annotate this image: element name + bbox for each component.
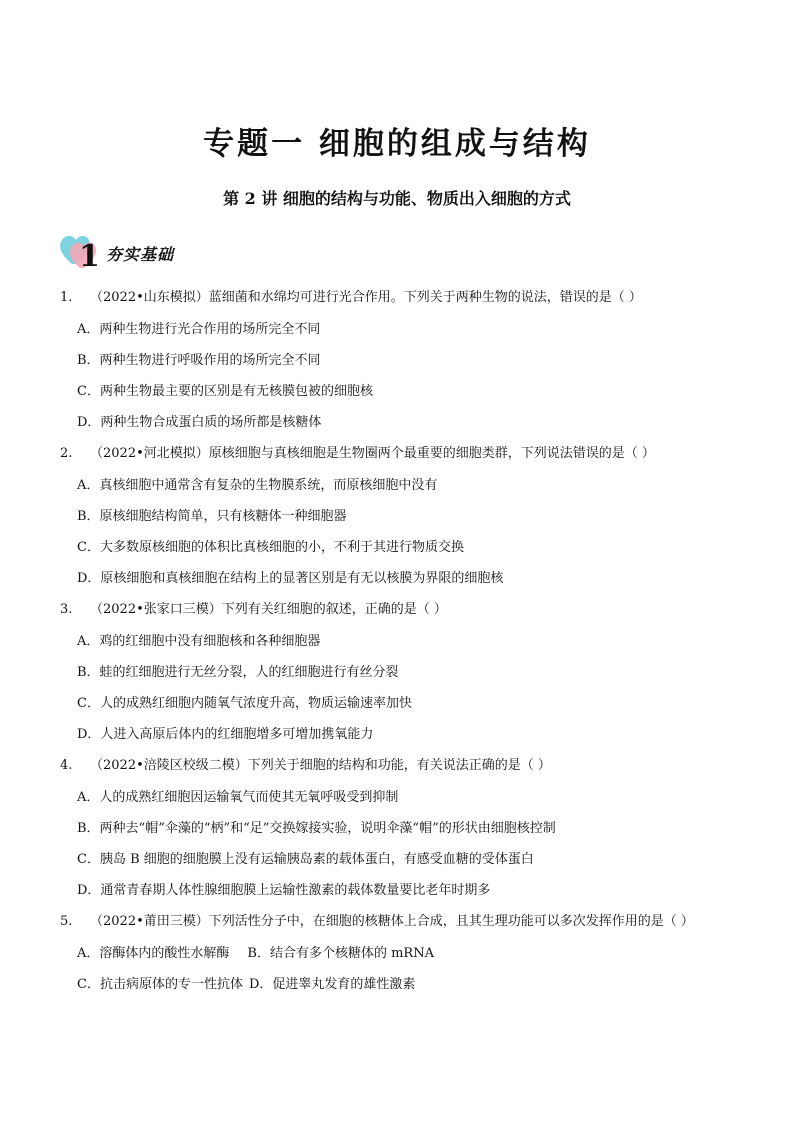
- option-2a: A．真核细胞中通常含有复杂的生物膜系统，而原核细胞中没有: [77, 478, 438, 493]
- question-stem: （2022•莆田三模）下列活性分子中，在细胞的核糖体上合成，且其生理功能可以多次发挥作用的是（ ）: [90, 914, 694, 929]
- option-1d: D．两种生物合成蛋白质的场所都是核糖体: [77, 415, 322, 430]
- option-5a: A．溶酶体内的酸性水解酶: [77, 946, 230, 961]
- option-3b: B．蛙的红细胞进行无丝分裂，人的红细胞进行有丝分裂: [77, 665, 399, 680]
- option-2b: B．原核细胞结构简单，只有核糖体一种细胞器: [77, 509, 347, 524]
- option-4d: D．通常青春期人体性腺细胞膜上运输性激素的载体数量要比老年时期多: [77, 883, 491, 898]
- page-title: 专题一 细胞的组成与结构: [203, 126, 591, 162]
- option-3c: C．人的成熟红细胞内随氧气浓度升高，物质运输速率加快: [77, 696, 412, 711]
- option-2c: C．大多数原核细胞的体积比真核细胞的小，不利于其进行物质交换: [77, 540, 464, 555]
- option-row-5cd: [77, 976, 415, 994]
- option-5d: D．促进睾丸发育的雄性激素: [248, 977, 416, 992]
- option-3a: A．鸡的红细胞中没有细胞核和各种细胞器: [77, 634, 321, 649]
- question-1: 1. （2022•山东模拟）蓝细菌和水绵均可进行光合作用。下列关于两种生物的说法，错误的是（ ）: [60, 290, 642, 305]
- option-4a: A．人的成熟红细胞因运输氧气而使其无氧呼吸受到抑制: [77, 790, 399, 805]
- question-5: 5. （2022•莆田三模）下列活性分子中，在细胞的核糖体上合成，且其生理功能可以多次发挥作用的是（ ）: [60, 914, 694, 929]
- question-2: 2. （2022•河北模拟）原核细胞与真核细胞是生物圈两个最重要的细胞类群，下列说法错误的是（ ）: [60, 446, 655, 461]
- option-4b: B．两种去“帽”伞藻的“柄”和“足”交换嫁接实验，说明伞藻“帽”的形状由细胞核控制: [77, 821, 556, 836]
- option-3d: D．人进入高原后体内的红细胞增多可增加携氧能力: [77, 727, 374, 742]
- option-1a: A．两种生物进行光合作用的场所完全不同: [77, 322, 321, 337]
- section-number: 1: [79, 239, 100, 272]
- page-subtitle: 第 2 讲 细胞的结构与功能、物质出入细胞的方式: [223, 189, 571, 208]
- question-3: 3. （2022•张家口三模）下列有关红细胞的叙述，正确的是（ ）: [60, 602, 447, 617]
- option-5c: C．抗击病原体的专一性抗体: [77, 977, 243, 992]
- question-stem: （2022•山东模拟）蓝细菌和水绵均可进行光合作用。下列关于两种生物的说法，错误的是（ ）: [90, 290, 642, 305]
- option-4c: C．胰岛 B 细胞的细胞膜上没有运输胰岛素的载体蛋白，有感受血糖的受体蛋白: [77, 852, 534, 867]
- question-4: 4. （2022•涪陵区校级二模）下列关于细胞的结构和功能，有关说法正确的是（ ）: [60, 758, 551, 773]
- question-stem: （2022•涪陵区校级二模）下列关于细胞的结构和功能，有关说法正确的是（ ）: [90, 758, 551, 773]
- question-stem: （2022•张家口三模）下列有关红细胞的叙述，正确的是（ ）: [90, 602, 447, 617]
- option-row-5ab: [77, 945, 434, 963]
- option-1c: C．两种生物最主要的区别是有无核膜包被的细胞核: [77, 384, 373, 399]
- heart-badge-icon: [58, 228, 104, 272]
- option-5b: B．结合有多个核糖体的 mRNA: [247, 946, 434, 961]
- option-2d: D．原核细胞和真核细胞在结构上的显著区别是有无以核膜为界限的细胞核: [77, 571, 504, 586]
- section-label: 夯实基础: [106, 245, 175, 264]
- question-stem: （2022•河北模拟）原核细胞与真核细胞是生物圈两个最重要的细胞类群，下列说法错误的是（ ）: [90, 446, 655, 461]
- option-1b: B．两种生物进行呼吸作用的场所完全不同: [77, 353, 321, 368]
- section-header: [58, 228, 278, 272]
